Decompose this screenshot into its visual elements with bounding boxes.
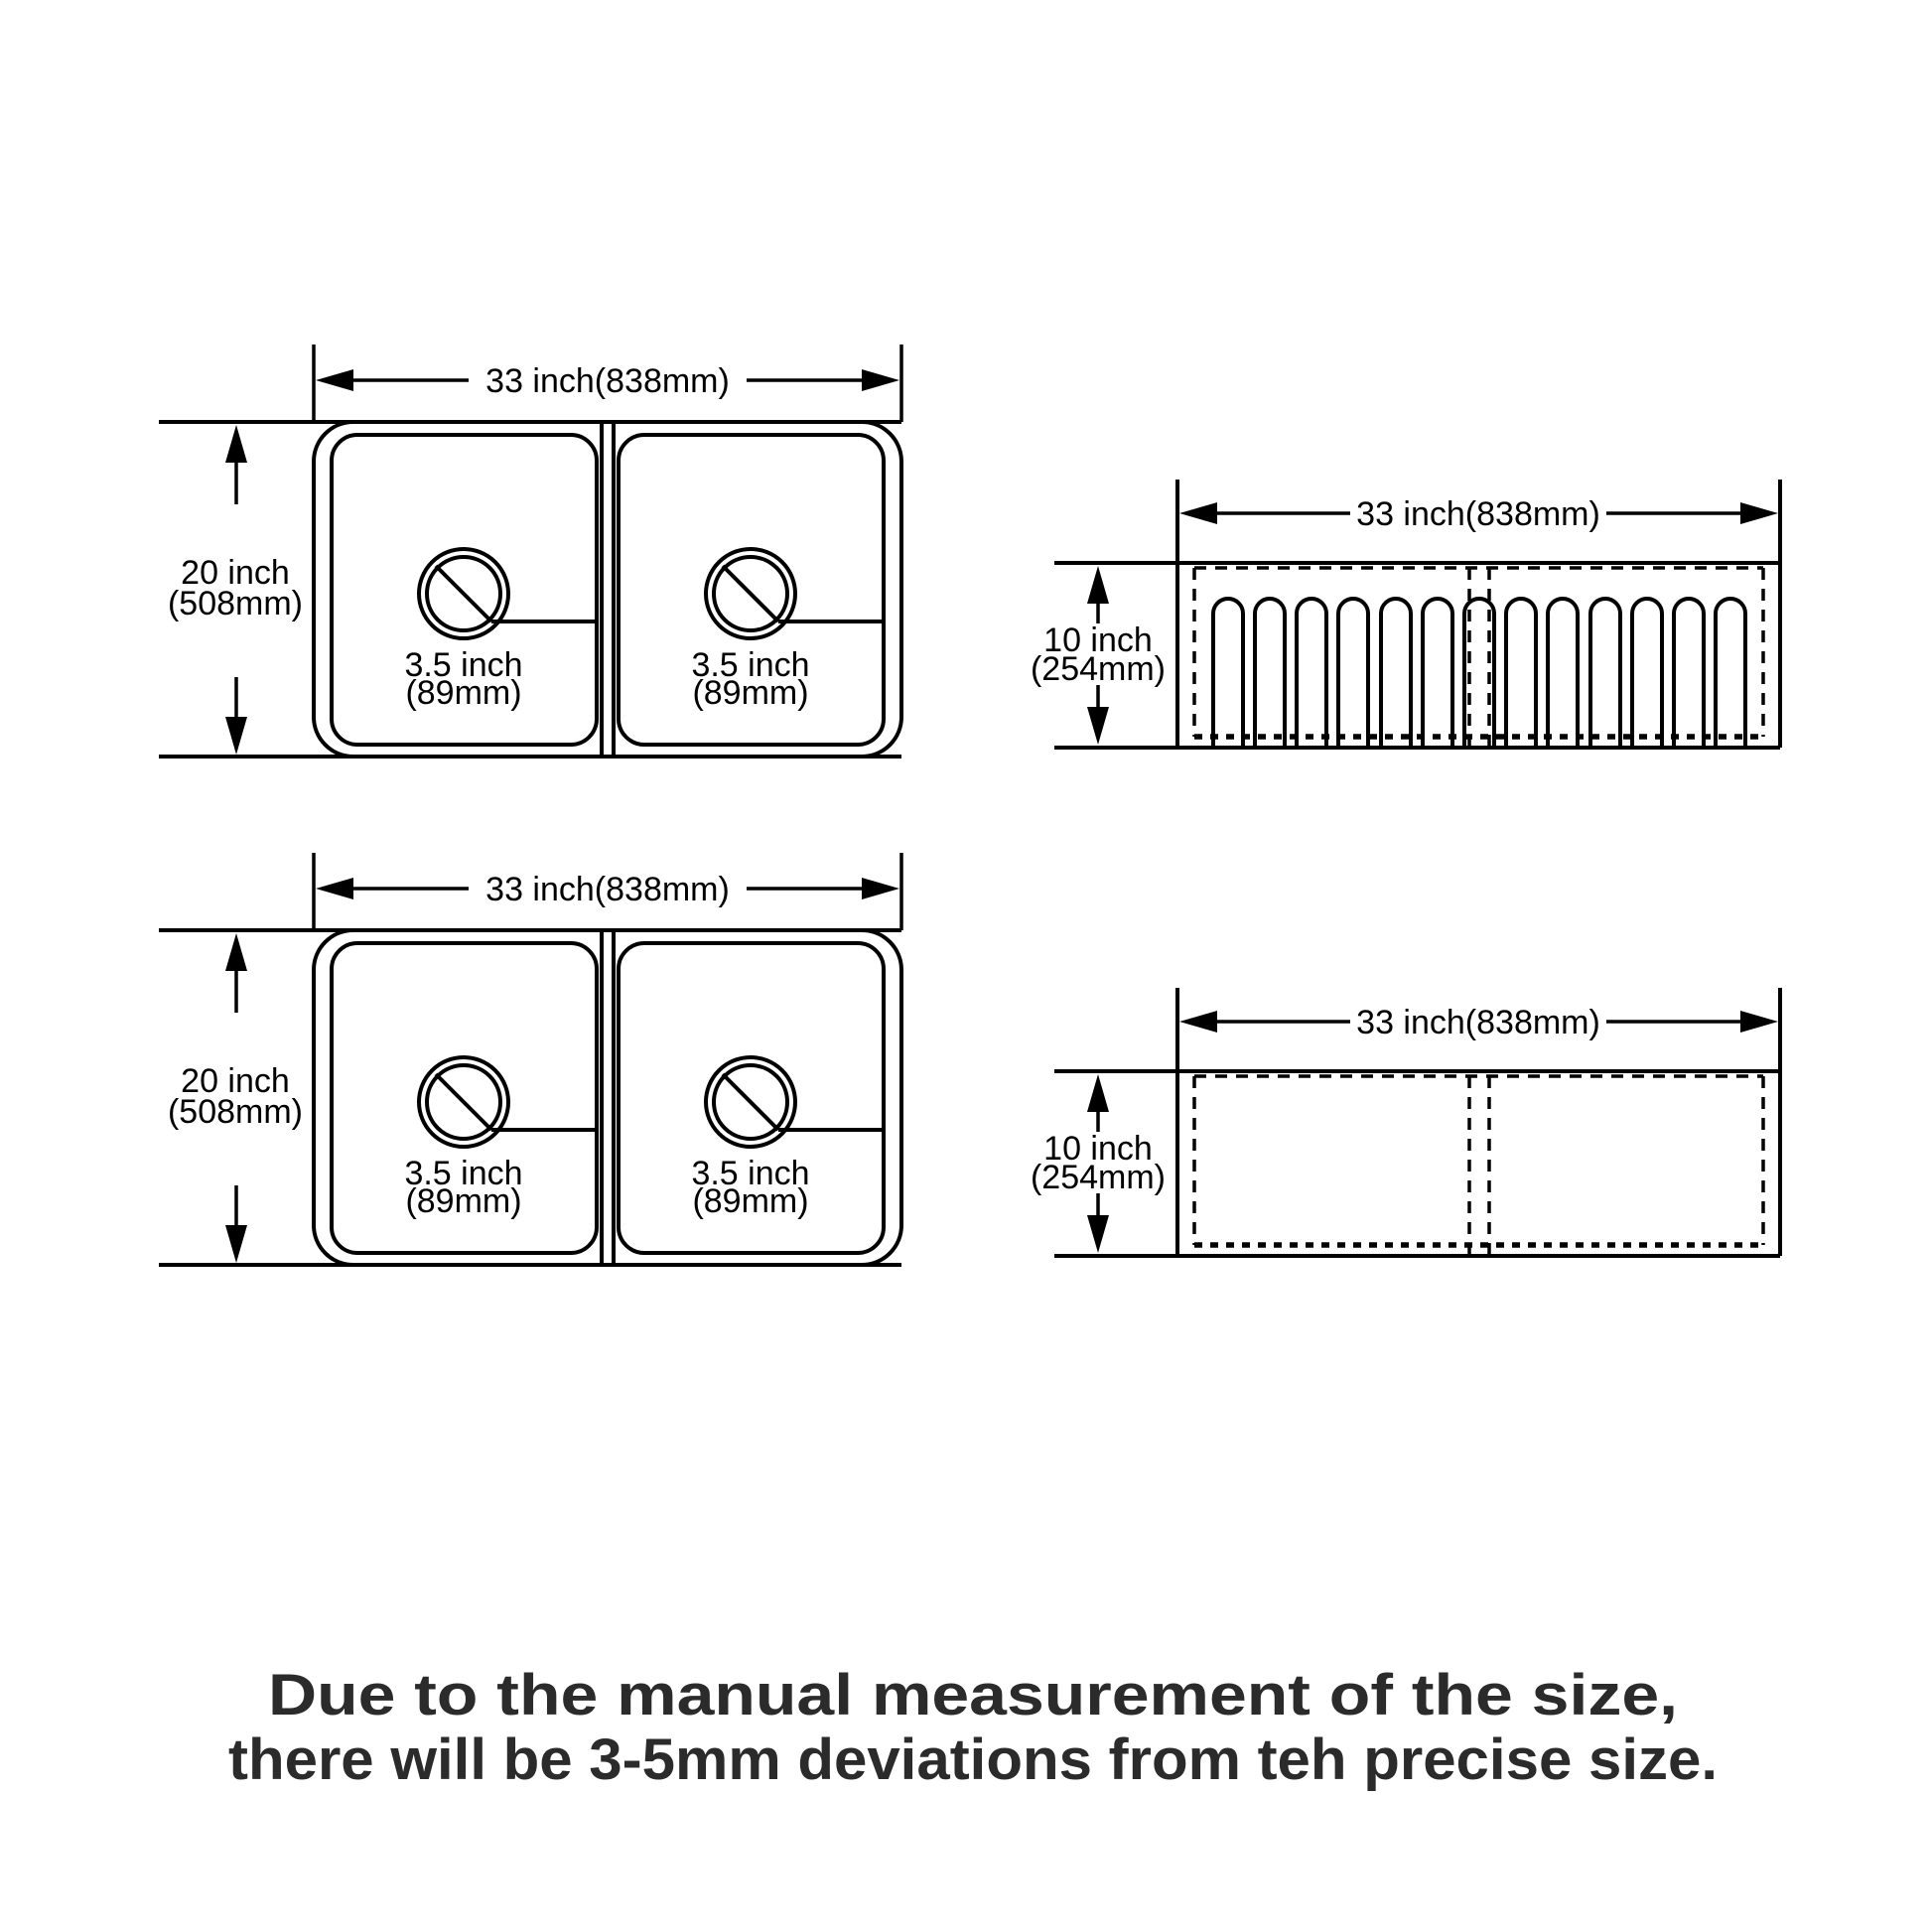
apron-front-view-fluted	[1031, 480, 1780, 748]
arrowhead-down-icon	[1087, 1215, 1109, 1253]
arrowhead-right-icon	[1740, 502, 1778, 524]
height-dimension-label-mm: (254mm)	[1030, 1159, 1167, 1196]
apron-flute	[1338, 599, 1368, 748]
drain-size-label: 3.5 inch	[404, 1155, 523, 1192]
depth-dimension-label-mm: (508mm)	[167, 585, 304, 622]
arrowhead-right-icon	[862, 878, 899, 899]
disclaimer-line-2: there will be 3-5mm deviations from teh precise size.	[228, 1727, 1718, 1792]
width-dimension-label: 33 inch(838mm)	[1356, 495, 1600, 533]
width-dimension-label: 33 inch(838mm)	[485, 871, 730, 908]
arrowhead-right-icon	[1740, 1011, 1778, 1033]
depth-dimension-label-mm: (508mm)	[167, 1093, 304, 1131]
drain-size-label: 3.5 inch	[404, 646, 523, 684]
apron-flute	[1297, 599, 1326, 748]
top-view-diagram-1	[159, 345, 901, 757]
drain-size-label-mm: (89mm)	[692, 674, 809, 712]
apron-flute	[1381, 599, 1411, 748]
width-dimension	[1179, 1004, 1778, 1041]
drain-size-label-mm: (89mm)	[692, 1182, 809, 1220]
height-dimension	[1031, 566, 1166, 745]
width-dimension	[314, 345, 901, 422]
disclaimer	[228, 1663, 1718, 1792]
width-dimension	[1179, 495, 1778, 533]
height-dimension-label: 10 inch	[1043, 1130, 1153, 1168]
left-drain-symbol	[419, 549, 597, 638]
drain-size-label-mm: (89mm)	[405, 674, 522, 712]
sink-outer-rim	[314, 422, 901, 757]
apron-flute	[1506, 599, 1536, 748]
depth-dimension	[168, 933, 303, 1263]
arrowhead-down-icon	[1087, 707, 1109, 745]
apron-flutes	[1213, 599, 1745, 748]
width-dimension-label: 33 inch(838mm)	[1356, 1004, 1600, 1041]
arrowhead-up-icon	[1087, 566, 1109, 604]
drain-diagonal	[436, 1074, 491, 1130]
height-dimension-label: 10 inch	[1043, 621, 1153, 659]
drain-diagonal	[723, 566, 778, 621]
apron-front-view-plain	[1031, 988, 1780, 1256]
arrowhead-down-icon	[225, 717, 247, 755]
width-dimension	[314, 853, 901, 930]
arrowhead-up-icon	[225, 933, 247, 971]
arrowhead-left-icon	[1179, 1011, 1217, 1033]
apron-flute	[1548, 599, 1578, 748]
top-view-diagram-2	[159, 853, 901, 1265]
arrowhead-right-icon	[862, 369, 899, 391]
right-drain-symbol	[706, 1057, 884, 1147]
apron-flute	[1590, 599, 1620, 748]
sink-outer-rim	[314, 930, 901, 1265]
depth-dimension	[168, 425, 303, 755]
right-drain-symbol	[706, 549, 884, 638]
drain-size-label: 3.5 inch	[691, 1155, 810, 1192]
drain-size-label: 3.5 inch	[691, 646, 810, 684]
apron-flute	[1213, 599, 1243, 748]
apron-flute	[1632, 599, 1662, 748]
arrowhead-left-icon	[316, 878, 353, 899]
arrowhead-down-icon	[225, 1225, 247, 1263]
apron-flute	[1674, 599, 1704, 748]
arrowhead-left-icon	[316, 369, 353, 391]
disclaimer-line-1: Due to the manual measurement of the size,	[268, 1663, 1678, 1727]
arrowhead-up-icon	[1087, 1074, 1109, 1112]
apron-flute	[1716, 599, 1745, 748]
drain-size-label-mm: (89mm)	[405, 1182, 522, 1220]
height-dimension-label-mm: (254mm)	[1030, 650, 1167, 688]
apron-flute	[1423, 599, 1452, 748]
apron-flute	[1255, 599, 1285, 748]
height-dimension	[1031, 1074, 1166, 1253]
drain-diagonal	[436, 566, 491, 621]
drain-diagonal	[723, 1074, 778, 1130]
left-drain-symbol	[419, 1057, 597, 1147]
depth-dimension-label: 20 inch	[181, 554, 290, 592]
depth-dimension-label: 20 inch	[181, 1062, 290, 1100]
arrowhead-left-icon	[1179, 502, 1217, 524]
arrowhead-up-icon	[225, 425, 247, 463]
width-dimension-label: 33 inch(838mm)	[485, 362, 730, 400]
